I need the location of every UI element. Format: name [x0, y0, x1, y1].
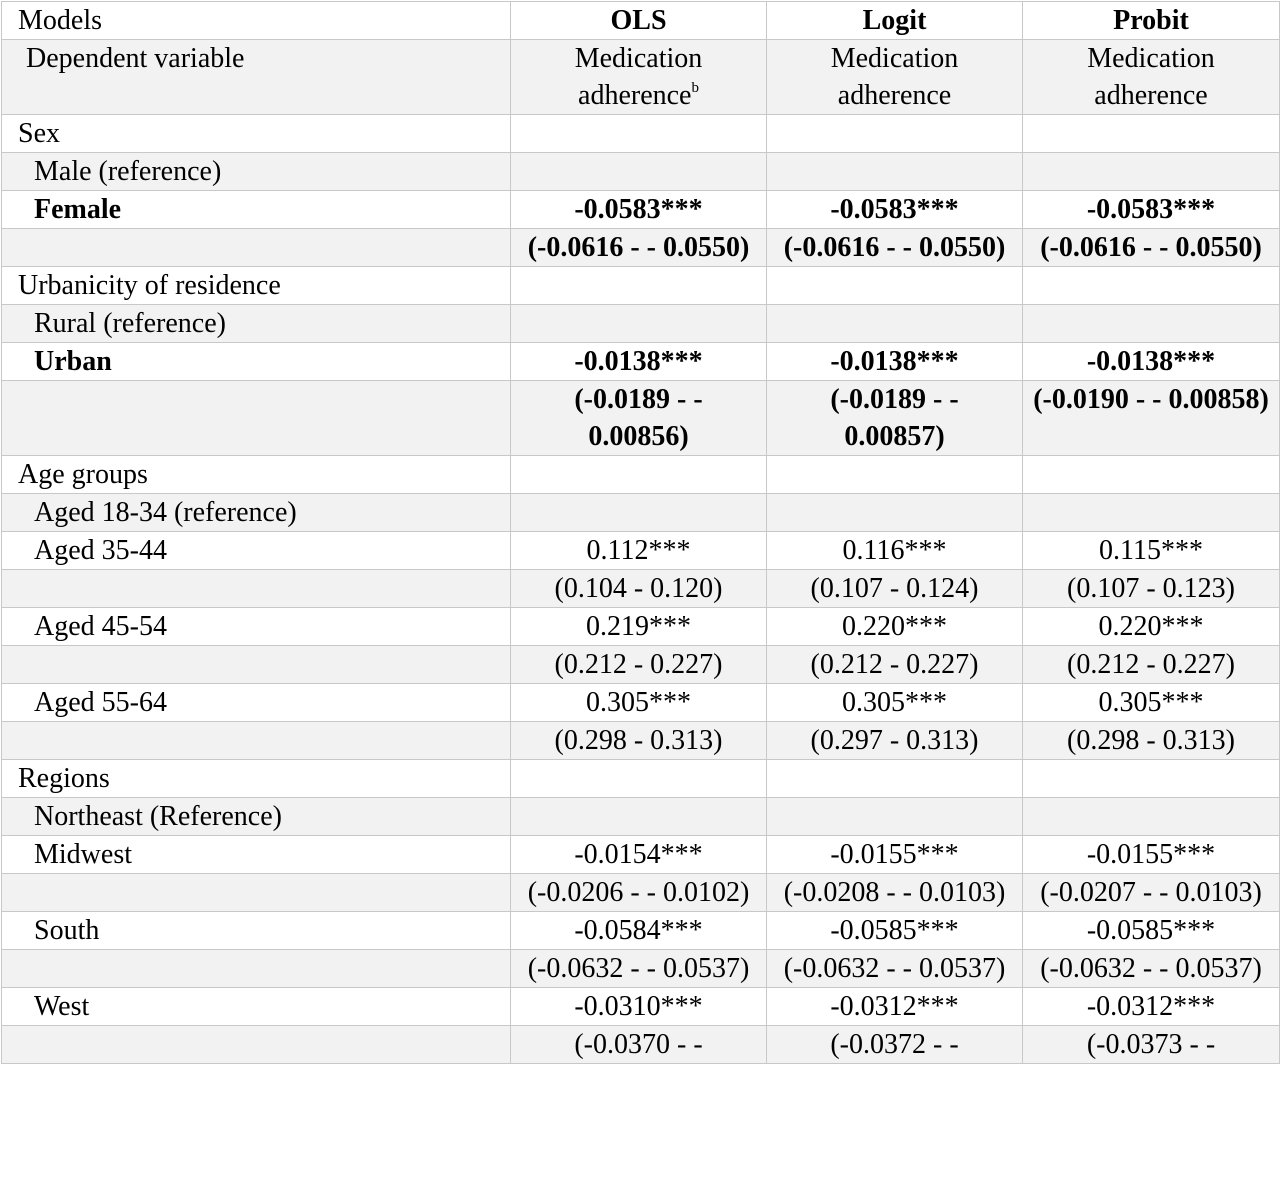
row-label: Urbanicity of residence [2, 267, 511, 305]
cell-ols: (-0.0206 - - 0.0102) [511, 874, 767, 912]
dependent-variable-row [2, 40, 1280, 115]
table-row-ci [2, 950, 1280, 988]
cell-probit: 0.220*** [1023, 608, 1280, 646]
cell-probit: -0.0585*** [1023, 912, 1280, 950]
cell-probit: (-0.0373 - - [1023, 1026, 1280, 1064]
cell-probit: (0.107 - 0.123) [1023, 570, 1280, 608]
cell-probit: -0.0312*** [1023, 988, 1280, 1026]
cell-ols: -0.0584*** [511, 912, 767, 950]
row-label [2, 722, 511, 760]
table-row [2, 988, 1280, 1026]
model-name-ols: OLS [511, 2, 767, 40]
cell-ols: 0.112*** [511, 532, 767, 570]
cell-probit [1023, 798, 1280, 836]
table-row [2, 608, 1280, 646]
cell-ols: 0.305*** [511, 684, 767, 722]
table-row [2, 912, 1280, 950]
cell-ols [511, 456, 767, 494]
row-label: Sex [2, 115, 511, 153]
cell-ols: (-0.0189 - - 0.00856) [511, 381, 767, 456]
table-body [2, 2, 1280, 1064]
cell-logit: -0.0585*** [767, 912, 1023, 950]
cell-ols: -0.0583*** [511, 191, 767, 229]
cell-ols [511, 267, 767, 305]
cell-probit: 0.115*** [1023, 532, 1280, 570]
cell-ols: (0.104 - 0.120) [511, 570, 767, 608]
cell-probit: (0.212 - 0.227) [1023, 646, 1280, 684]
depvar-logit: Medication adherence [767, 40, 1023, 115]
cell-logit: (-0.0616 - - 0.0550) [767, 229, 1023, 267]
cell-logit: 0.220*** [767, 608, 1023, 646]
row-label: Aged 45-54 [2, 608, 511, 646]
row-label: Aged 55-64 [2, 684, 511, 722]
cell-logit: 0.116*** [767, 532, 1023, 570]
cell-ols: (-0.0632 - - 0.0537) [511, 950, 767, 988]
cell-probit [1023, 305, 1280, 343]
cell-probit: (-0.0632 - - 0.0537) [1023, 950, 1280, 988]
table-row [2, 305, 1280, 343]
cell-logit [767, 153, 1023, 191]
table-row [2, 836, 1280, 874]
row-label [2, 570, 511, 608]
cell-probit [1023, 115, 1280, 153]
cell-logit [767, 456, 1023, 494]
row-label: Age groups [2, 456, 511, 494]
cell-ols [511, 305, 767, 343]
depvar-ols-text: Medication adherence [574, 43, 703, 111]
dependent-variable-label: Dependent variable [2, 40, 511, 115]
model-name-probit: Probit [1023, 2, 1280, 40]
cell-probit [1023, 494, 1280, 532]
table-row [2, 115, 1280, 153]
cell-ols [511, 153, 767, 191]
cell-logit: (-0.0632 - - 0.0537) [767, 950, 1023, 988]
table-row-ci [2, 874, 1280, 912]
table-row-ci [2, 1026, 1280, 1064]
cell-probit [1023, 267, 1280, 305]
cell-probit: (-0.0616 - - 0.0550) [1023, 229, 1280, 267]
cell-logit [767, 494, 1023, 532]
cell-probit: (-0.0207 - - 0.0103) [1023, 874, 1280, 912]
regression-results-table [1, 1, 1280, 1064]
table-row [2, 684, 1280, 722]
table-row-ci [2, 229, 1280, 267]
models-label: Models [2, 2, 511, 40]
cell-probit [1023, 760, 1280, 798]
cell-probit: -0.0155*** [1023, 836, 1280, 874]
row-label: Aged 35-44 [2, 532, 511, 570]
cell-logit [767, 305, 1023, 343]
cell-ols: (0.298 - 0.313) [511, 722, 767, 760]
table-row [2, 343, 1280, 381]
cell-logit: (-0.0208 - - 0.0103) [767, 874, 1023, 912]
cell-probit: -0.0138*** [1023, 343, 1280, 381]
cell-ols: -0.0310*** [511, 988, 767, 1026]
table-row-ci [2, 646, 1280, 684]
row-label [2, 229, 511, 267]
cell-logit [767, 760, 1023, 798]
cell-logit [767, 267, 1023, 305]
row-label: Female [2, 191, 511, 229]
table-row [2, 456, 1280, 494]
cell-logit: (-0.0372 - - [767, 1026, 1023, 1064]
cell-ols [511, 798, 767, 836]
table-row [2, 798, 1280, 836]
cell-logit [767, 798, 1023, 836]
cell-ols: -0.0138*** [511, 343, 767, 381]
cell-probit: (-0.0190 - - 0.00858) [1023, 381, 1280, 456]
row-label [2, 950, 511, 988]
table-row-ci [2, 722, 1280, 760]
table-row [2, 153, 1280, 191]
row-label: Male (reference) [2, 153, 511, 191]
cell-probit [1023, 456, 1280, 494]
row-label: Rural (reference) [2, 305, 511, 343]
cell-ols [511, 494, 767, 532]
table-row-ci [2, 570, 1280, 608]
cell-logit: -0.0138*** [767, 343, 1023, 381]
table-row [2, 760, 1280, 798]
row-label [2, 381, 511, 456]
row-label [2, 646, 511, 684]
row-label [2, 1026, 511, 1064]
model-name-logit: Logit [767, 2, 1023, 40]
models-header-row [2, 2, 1280, 40]
table-row [2, 267, 1280, 305]
table-row [2, 532, 1280, 570]
row-label: Midwest [2, 836, 511, 874]
cell-logit: 0.305*** [767, 684, 1023, 722]
row-label [2, 874, 511, 912]
row-label: South [2, 912, 511, 950]
table-row [2, 191, 1280, 229]
cell-ols [511, 115, 767, 153]
cell-logit: (-0.0189 - - 0.00857) [767, 381, 1023, 456]
cell-probit [1023, 153, 1280, 191]
row-label: West [2, 988, 511, 1026]
cell-logit [767, 115, 1023, 153]
cell-logit: (0.107 - 0.124) [767, 570, 1023, 608]
row-label: Aged 18-34 (reference) [2, 494, 511, 532]
row-label: Northeast (Reference) [2, 798, 511, 836]
table-row [2, 494, 1280, 532]
cell-ols: (-0.0370 - - [511, 1026, 767, 1064]
cell-logit: -0.0155*** [767, 836, 1023, 874]
cell-ols [511, 760, 767, 798]
depvar-ols [511, 40, 767, 115]
cell-ols: (0.212 - 0.227) [511, 646, 767, 684]
cell-ols: 0.219*** [511, 608, 767, 646]
cell-probit: 0.305*** [1023, 684, 1280, 722]
row-label: Regions [2, 760, 511, 798]
depvar-probit: Medication adherence [1023, 40, 1280, 115]
cell-logit: -0.0312*** [767, 988, 1023, 1026]
table-row-ci [2, 381, 1280, 456]
cell-ols: (-0.0616 - - 0.0550) [511, 229, 767, 267]
cell-logit: (0.212 - 0.227) [767, 646, 1023, 684]
cell-logit: -0.0583*** [767, 191, 1023, 229]
row-label: Urban [2, 343, 511, 381]
cell-probit: -0.0583*** [1023, 191, 1280, 229]
depvar-ols-footnote: b [691, 80, 699, 96]
cell-probit: (0.298 - 0.313) [1023, 722, 1280, 760]
cell-logit: (0.297 - 0.313) [767, 722, 1023, 760]
cell-ols: -0.0154*** [511, 836, 767, 874]
